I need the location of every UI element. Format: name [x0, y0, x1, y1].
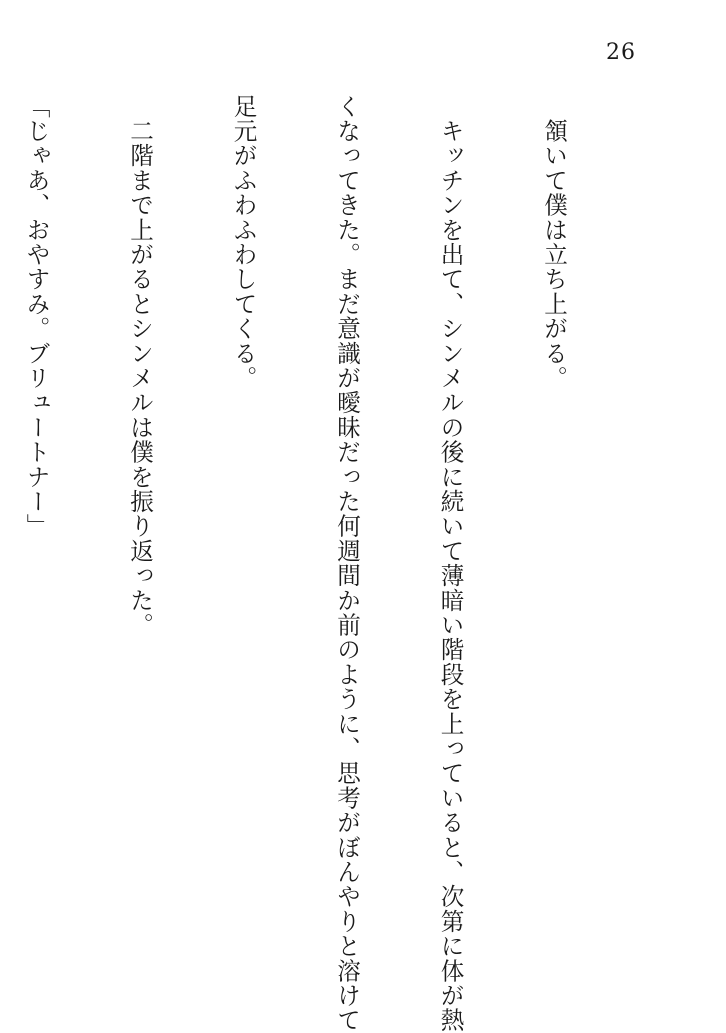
- text-line: 「じゃあ、おやすみ。ブリュートナー」: [22, 94, 51, 539]
- text-line: キッチンを出て、シンメルの後に続いて薄暗い階段を上っていると、次第に体が熱: [436, 94, 465, 1033]
- body-text: [0, 94, 640, 1033]
- text-line: くなってきた。まだ意識が曖昧だった何週間か前のように、思考がぼんやりと溶けて: [333, 94, 361, 1033]
- page-number: 26: [606, 40, 636, 65]
- text-line: 二階まで上がるとシンメルは僕を振り返った。: [126, 94, 154, 638]
- text-line: 足元がふわふわしてくる。: [229, 94, 258, 391]
- text-line: 頷いて僕は立ち上がる。: [540, 94, 568, 391]
